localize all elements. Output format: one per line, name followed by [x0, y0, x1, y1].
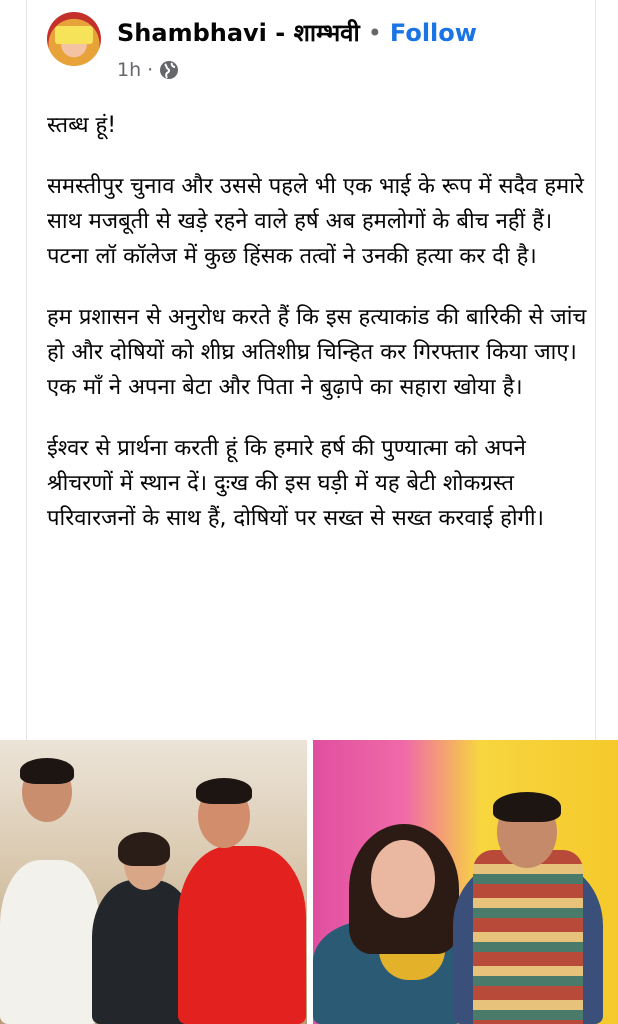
- post-photos: [0, 740, 618, 1024]
- post-paragraph: हम प्रशासन से अनुरोध करते हैं कि इस हत्याकांड की बारिकी से जांच हो और दोषियों को शीघ्र अतिशीघ्र चिन्हित कर गिरफ्तार किया जाए। एक माँ ने अपना बेटा और पिता ने बुढ़ापे का सहारा खोया है।: [47, 305, 587, 400]
- follow-button[interactable]: Follow: [389, 19, 477, 47]
- person-hair: [118, 832, 170, 866]
- globe-icon: [159, 60, 179, 80]
- post-meta: [117, 58, 179, 82]
- photo-right[interactable]: [313, 740, 618, 1024]
- person-figure: [178, 846, 306, 1024]
- person-hair: [493, 792, 561, 822]
- post-card: [26, 0, 596, 740]
- meta-separator: ·: [147, 59, 154, 81]
- author-name[interactable]: Shambhavi - शाम्भवी: [117, 19, 360, 47]
- author-avatar[interactable]: [47, 12, 101, 66]
- post-body: [47, 108, 587, 562]
- post-time[interactable]: 1h: [117, 59, 142, 81]
- person-hair: [20, 758, 74, 784]
- post-paragraph: स्तब्ध हूं!: [47, 113, 117, 138]
- person-head: [371, 840, 435, 918]
- avatar-badge: [55, 26, 93, 44]
- post-paragraph: समस्तीपुर चुनाव और उससे पहले भी एक भाई के रूप में सदैव हमारे साथ मजबूती से खड़े रहने वाले हर्ष अब हमलोगों के बीच नहीं हैं। पटना लॉ कॉलेज में कुछ हिंसक तत्वों ने उनकी हत्या कर दी है।: [47, 174, 584, 269]
- post-header: [47, 12, 587, 81]
- name-separator: •: [367, 19, 382, 47]
- person-hair: [196, 778, 252, 804]
- person-figure: [0, 860, 100, 1024]
- name-row: [117, 18, 477, 48]
- photo-left[interactable]: [0, 740, 307, 1024]
- post-paragraph: ईश्वर से प्रार्थना करती हूं कि हमारे हर्ष की पुण्यात्मा को अपने श्रीचरणों में स्थान दें। दुःख की इस घड़ी में यह बेटी शोकग्रस्त परिवारजनों के साथ हैं, दोषियों पर सख्त से सख्त करवाई होगी।: [47, 436, 544, 531]
- shawl: [473, 850, 583, 1024]
